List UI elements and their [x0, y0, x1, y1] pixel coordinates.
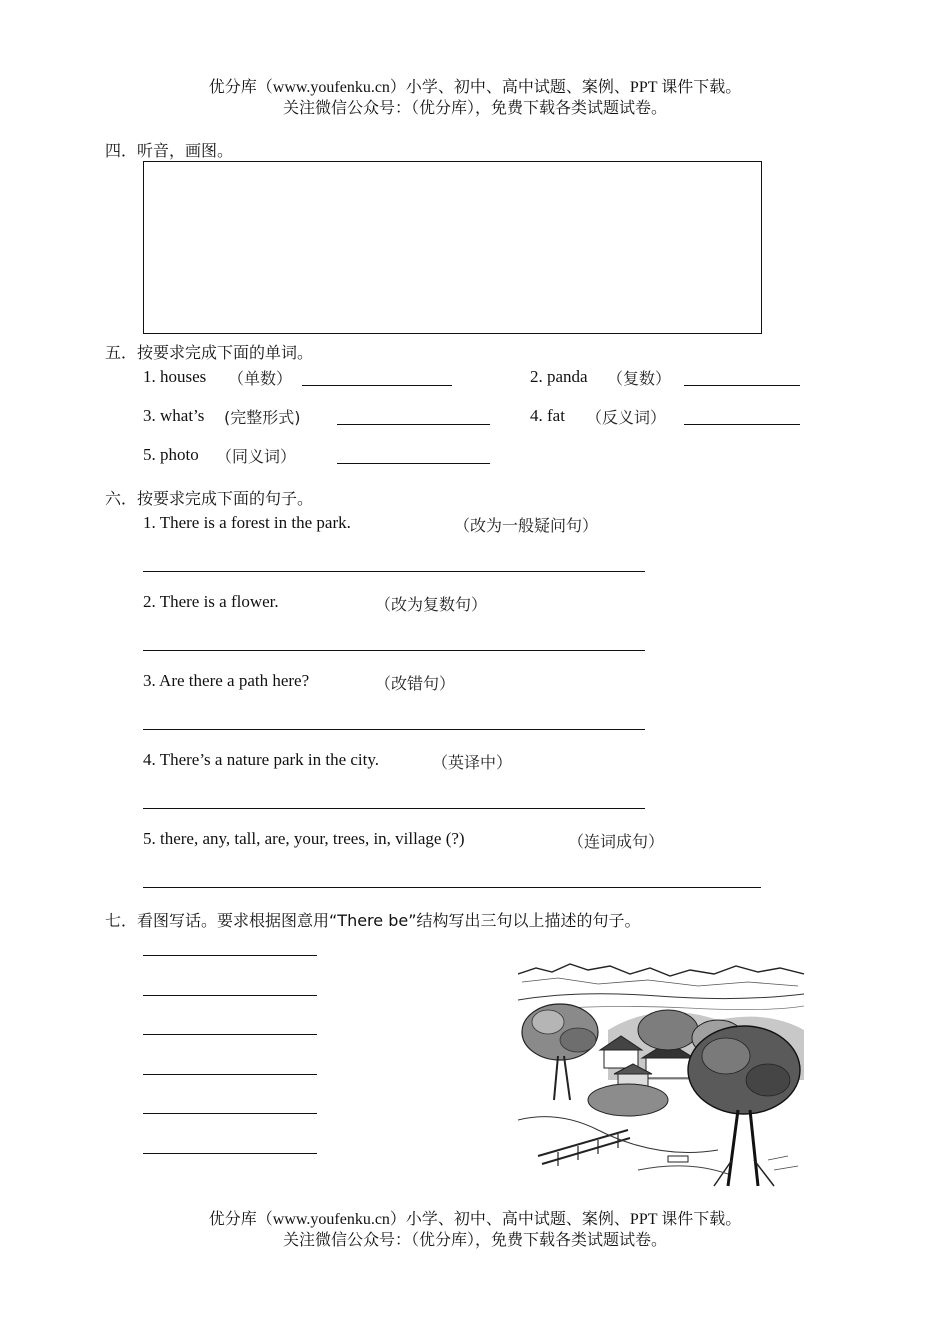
- bridge: [538, 1130, 630, 1166]
- word-answer-line-2[interactable]: [684, 385, 800, 386]
- word-item-5: 5. photo: [143, 445, 199, 464]
- sentence-item-5: 5. there, any, tall, are, your, trees, in, village (?): [143, 829, 465, 848]
- writing-line-1[interactable]: [143, 955, 317, 956]
- mountains: [518, 964, 804, 976]
- word-answer-line-5[interactable]: [337, 463, 490, 464]
- section-6-title: 六．按要求完成下面的句子。: [105, 489, 314, 508]
- writing-line-5[interactable]: [143, 1113, 317, 1114]
- sentence-hint-4: （英译中）: [432, 753, 513, 772]
- writing-line-3[interactable]: [143, 1034, 317, 1035]
- section-5-title: 五．按要求完成下面的单词。: [105, 343, 314, 362]
- word-answer-line-4[interactable]: [684, 424, 800, 425]
- footer-line-2: 关注微信公众号：（优分库），免费下载各类试题试卷。: [282, 1232, 667, 1249]
- footer-line-1: 优分库（www.youfenku.cn）小学、初中、高中试题、案例、PPT 课件下载。: [208, 1211, 742, 1228]
- header-line-1: 优分库（www.youfenku.cn）小学、初中、高中试题、案例、PPT 课件下载。: [208, 79, 742, 96]
- section-7-title: 七．看图写话。要求根据图意用“There be”结构写出三句以上描述的句子。: [105, 911, 641, 930]
- word-hint-3: (完整形式): [224, 408, 301, 427]
- word-hint-5: （同义词）: [216, 447, 297, 466]
- word-hint-4: （反义词）: [586, 408, 667, 427]
- word-hint-1: （单数）: [228, 369, 293, 388]
- left-tree: [522, 1004, 598, 1100]
- sentence-hint-3: （改错句）: [375, 674, 456, 693]
- word-item-4: 4. fat: [530, 406, 565, 425]
- writing-line-6[interactable]: [143, 1153, 317, 1154]
- word-hint-2: （复数）: [607, 369, 672, 388]
- sentence-answer-line-3[interactable]: [143, 729, 645, 730]
- sentence-hint-5: （连词成句）: [568, 832, 665, 851]
- drawing-box[interactable]: [143, 161, 762, 334]
- word-item-2: 2. panda: [530, 367, 588, 386]
- word-answer-line-3[interactable]: [337, 424, 490, 425]
- sentence-item-4: 4. There’s a nature park in the city.: [143, 750, 380, 769]
- section-4-title: 四．听音，画图。: [105, 141, 234, 160]
- sentence-answer-line-2[interactable]: [143, 650, 645, 651]
- word-answer-line-1[interactable]: [302, 385, 452, 386]
- sentence-item-3: 3. Are there a path here?: [143, 671, 310, 690]
- sentence-item-1: 1. There is a forest in the park.: [143, 513, 351, 532]
- word-item-1: 1. houses: [143, 367, 207, 386]
- word-item-3: 3. what’s: [143, 406, 205, 425]
- sentence-answer-line-4[interactable]: [143, 808, 645, 809]
- sentence-answer-line-1[interactable]: [143, 571, 645, 572]
- sentence-item-2: 2. There is a flower.: [143, 592, 279, 611]
- sentence-hint-2: （改为复数句）: [375, 595, 488, 614]
- sentence-answer-line-5[interactable]: [143, 887, 761, 888]
- writing-line-4[interactable]: [143, 1074, 317, 1075]
- right-tree: [688, 1026, 800, 1186]
- sentence-hint-1: （改为一般疑问句）: [454, 516, 599, 535]
- writing-line-2[interactable]: [143, 995, 317, 996]
- header-line-2: 关注微信公众号：（优分库），免费下载各类试题试卷。: [282, 100, 667, 117]
- park-scene-image: [518, 960, 804, 1190]
